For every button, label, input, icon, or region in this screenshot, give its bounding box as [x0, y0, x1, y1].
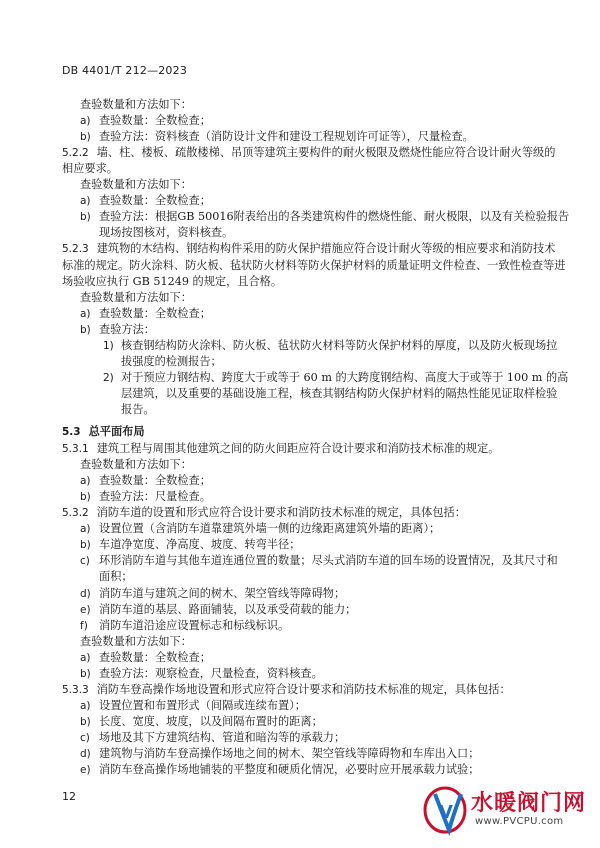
clause-number: 5.2.3 — [62, 243, 89, 256]
list-item-text: 查验数量：全数检查； — [99, 194, 211, 208]
list-item-text: 消防车道沿途应设置标志和标线标识。 — [99, 618, 290, 632]
section-number: 5.3 — [62, 426, 81, 438]
section-title: 总平面布局 — [88, 424, 145, 438]
list-item-label: d) — [80, 587, 91, 600]
watermark-logo-icon — [419, 780, 471, 838]
watermark-logo-letter: V — [439, 802, 453, 823]
list-item — [80, 763, 479, 777]
clause-number: 5.3.3 — [62, 683, 89, 696]
list-item — [80, 603, 356, 617]
list-item — [80, 323, 155, 337]
list-item — [80, 747, 479, 761]
list-item-label: c) — [80, 731, 90, 744]
clause-number: 5.3.2 — [62, 507, 89, 520]
list-item-label: b) — [80, 539, 91, 552]
list-item-label: e) — [80, 603, 91, 616]
list-item-label: a) — [80, 699, 91, 712]
list-item-label: a) — [80, 475, 91, 488]
list-item-text: 查验数量：全数检查； — [99, 650, 211, 664]
clause-text: 建筑工程与周围其他建筑之间的防火间距应符合设计要求和消防技术标准的规定。 — [96, 442, 500, 456]
list-item — [80, 474, 211, 488]
list-item-text: 查验方法：尺量检查。 — [99, 490, 211, 504]
list-item-text: 建筑物与消防车登高操作场地之间的树木、架空管线等障碍物和车库出入口； — [99, 747, 480, 760]
sub-item-continuation: 层建筑，以及重要的基础设施工程，核查其钢结构防火保护材料的隔热性能见证取样检验 — [121, 386, 558, 400]
list-item — [80, 210, 569, 224]
list-item-text: 场地及其下方建筑结构、管道和暗沟等的承载力； — [99, 730, 346, 744]
list-item — [80, 651, 211, 665]
list-item-text: 设置位置（含消防车道靠建筑外墙一侧的边缘距离建筑外墙的距离）； — [99, 522, 441, 536]
clause-number: 5.3.1 — [62, 443, 89, 456]
list-item-text: 查验方法：根据GB 50016附表给出的各类建筑构件的燃烧性能、耐火极限，以及有关检验报告 — [99, 210, 570, 224]
list-item — [80, 194, 211, 208]
list-item — [80, 114, 211, 128]
list-item — [80, 538, 300, 552]
list-item-text: 查验方法： — [99, 322, 155, 336]
list-item — [80, 554, 558, 568]
list-item-label: f) — [80, 619, 88, 632]
list-item — [80, 490, 211, 504]
clause-line — [62, 442, 499, 456]
sub-list-item-text: 核查钢结构防火涂料、防火板、毡状防火材料等防火保护材料的厚度，以及防火板现场拉 — [121, 338, 558, 352]
sub-list-item-label: 1) — [103, 339, 114, 352]
list-item-label: b) — [80, 491, 91, 504]
clause-line — [62, 506, 466, 520]
list-item-text: 环形消防车道与其他车道连通位置的数量；尽头式消防车道的回车场的设置情况，及其尺寸和 — [99, 554, 558, 568]
page-number: 12 — [62, 790, 76, 803]
list-item-label: d) — [80, 748, 91, 760]
list-item-label: a) — [80, 307, 91, 320]
list-item — [80, 130, 474, 144]
list-item — [80, 731, 345, 745]
list-item-text: 消防车道的基层、路面铺装，以及承受荷载的能力； — [99, 602, 357, 616]
list-item — [80, 619, 289, 633]
section-heading — [62, 424, 145, 439]
list-item-text: 长度、宽度、坡度，以及间隔布置时的距离； — [99, 714, 323, 728]
list-item — [80, 307, 211, 321]
list-item-text: 车道净宽度、净高度、坡度、转弯半径； — [99, 538, 301, 552]
sub-item-continuation: 拔强度的检测报告； — [121, 354, 222, 368]
list-item-text: 查验数量：全数检查； — [99, 306, 211, 320]
method-intro-line: 查验数量和方法如下： — [80, 458, 192, 472]
list-item-text: 设置位置和布置形式（间隔或连续布置）； — [99, 698, 306, 712]
list-item-text: 查验方法：观察检查，尺量检查，资料核查。 — [99, 666, 323, 680]
method-intro-line: 查验数量和方法如下： — [80, 178, 192, 192]
sub-list-item — [103, 339, 557, 353]
sub-list-item-label: 2) — [103, 371, 114, 384]
list-item-label: b) — [80, 715, 91, 728]
clause-text: 建筑物的木结构、钢结构构件采用的防火保护措施应符合设计耐火等级的相应要求和消防技术 — [96, 242, 556, 256]
list-item-label: a) — [80, 523, 91, 536]
list-item — [80, 715, 323, 729]
standard-code-header: DB 4401/T 212—2023 — [62, 64, 188, 77]
list-item-text: 查验数量：全数检查； — [99, 114, 211, 128]
clause-line — [62, 146, 555, 160]
sub-item-continuation: 报告。 — [121, 402, 155, 416]
clause-text: 消防车登高操作场地设置和形式应符合设计要求和消防技术标准的规定，具体包括： — [96, 682, 511, 696]
clause-text: 消防车道的设置和形式应符合设计要求和消防技术标准的规定，具体包括： — [96, 506, 466, 520]
watermark-url: www.PVCPU.com — [475, 816, 564, 827]
method-intro-line: 查验数量和方法如下： — [80, 634, 192, 648]
list-item-label: b) — [80, 131, 91, 144]
list-item-text: 消防车登高操作场地铺装的平整度和硬质化情况，必要时应开展承载力试验； — [99, 763, 480, 777]
list-item-label: a) — [80, 195, 91, 208]
sub-list-item-text: 对于预应力钢结构、跨度大于或等于 60 m 的大跨度钢结构、高度大于或等于 100 m 的高 — [121, 370, 569, 384]
method-intro-line: 查验数量和方法如下： — [80, 98, 192, 111]
clause-continuation-line: 场验收应执行 GB 51249 的规定，且合格。 — [62, 274, 283, 288]
list-item — [80, 587, 345, 601]
list-item-label: e) — [80, 764, 91, 777]
site-watermark — [419, 780, 594, 842]
sub-list-item — [103, 371, 568, 385]
list-item-label: b) — [80, 211, 91, 224]
watermark-brand: 水暖阀门网 — [471, 791, 587, 816]
clause-line — [62, 242, 555, 256]
list-item-text: 消防车道与建筑之间的树木、架空管线等障碍物； — [99, 586, 346, 600]
clause-line — [62, 683, 511, 697]
clause-text: 墙、柱、楼板、疏散楼梯、吊顶等建筑主要构件的耐火极限及燃烧性能应符合设计耐火等级的 — [96, 146, 556, 160]
list-item — [80, 522, 440, 536]
list-item-label: b) — [80, 323, 91, 336]
list-item-text: 查验数量：全数检查； — [99, 474, 211, 488]
clause-continuation-line: 相应要求。 — [62, 162, 118, 176]
list-item-label: b) — [80, 667, 91, 680]
list-item-continuation: 现场按图核对，资料核查。 — [99, 226, 234, 240]
list-item-label: a) — [80, 651, 91, 664]
list-item-label: a) — [80, 115, 91, 128]
method-intro-line: 查验数量和方法如下： — [80, 290, 192, 304]
list-item — [80, 699, 306, 713]
clause-continuation-line: 标准的规定。防火涂料、防火板、毡状防火材料等防火保护材料的质量证明文件检查、一致性检查等进 — [62, 258, 566, 272]
list-item-text: 查验方法：资料核查（消防设计文件和建设工程规划许可证等），尺量检查。 — [99, 130, 474, 144]
list-item-label: c) — [80, 555, 90, 568]
clause-number: 5.2.2 — [62, 147, 89, 160]
list-item — [80, 667, 323, 681]
list-item-continuation: 面积； — [99, 570, 133, 584]
